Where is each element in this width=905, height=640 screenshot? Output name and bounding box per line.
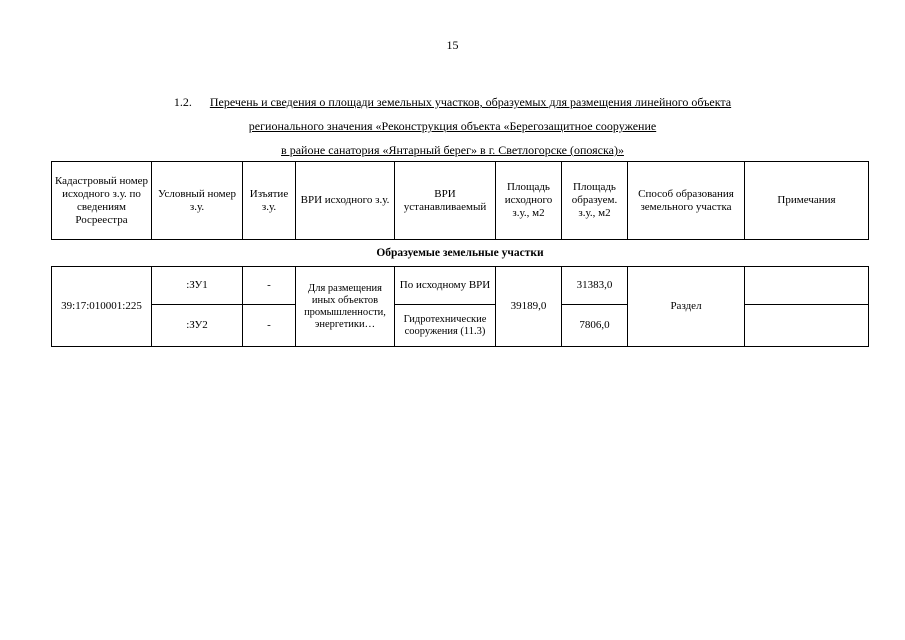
section-title: Образуемые земельные участки: [52, 240, 869, 267]
table-row: [52, 267, 869, 305]
source-area-cell: 39189,0: [496, 267, 562, 347]
conditional-number-cell: :ЗУ2: [152, 305, 243, 347]
formation-method-cell: Раздел: [628, 267, 745, 347]
land-plots-table: [51, 161, 869, 347]
seizure-cell: -: [243, 305, 296, 347]
seizure-cell: -: [243, 267, 296, 305]
heading-text-1: Перечень и сведения о площади земельных участков, образуемых для размещения линейного объекта: [209, 95, 732, 109]
header-target-vri: ВРИ устанавливаемый: [395, 162, 496, 240]
section-number: 1.2.: [173, 95, 192, 109]
heading-line-1: [0, 95, 905, 110]
header-source-vri: ВРИ исходного з.у.: [296, 162, 395, 240]
conditional-number-cell: :ЗУ1: [152, 267, 243, 305]
section-row: [52, 240, 869, 267]
new-area-cell: 31383,0: [562, 267, 628, 305]
source-vri-cell: Для размещения иных объектов промышленности, энергетики…: [296, 267, 395, 347]
heading-text-3: в районе санатория «Янтарный берег» в г. Светлогорске (опояска)»: [281, 143, 624, 157]
notes-cell: [745, 267, 869, 305]
header-source-area: Площадь исходного з.у., м2: [496, 162, 562, 240]
header-notes: Примечания: [745, 162, 869, 240]
cadastral-number-cell: 39:17:010001:225: [52, 267, 152, 347]
page-number: 15: [446, 38, 459, 52]
header-seizure: Изъятие з.у.: [243, 162, 296, 240]
heading-line-2: [0, 119, 905, 134]
target-vri-cell: По исходному ВРИ: [395, 267, 496, 305]
target-vri-cell: Гидротехнические сооружения (11.3): [395, 305, 496, 347]
header-formation-method: Способ образования земельного участка: [628, 162, 745, 240]
new-area-cell: 7806,0: [562, 305, 628, 347]
header-cadastral-number: Кадастровый номер исходного з.у. по сведениям Росреестра: [52, 162, 152, 240]
notes-cell: [745, 305, 869, 347]
table-row: [52, 305, 869, 347]
header-row: [52, 162, 869, 240]
header-new-area: Площадь образуем. з.у., м2: [562, 162, 628, 240]
heading-line-3: [0, 143, 905, 158]
header-conditional-number: Условный номер з.у.: [152, 162, 243, 240]
heading-text-2: регионального значения «Реконструкция объекта «Берегозащитное сооружение: [248, 119, 657, 133]
